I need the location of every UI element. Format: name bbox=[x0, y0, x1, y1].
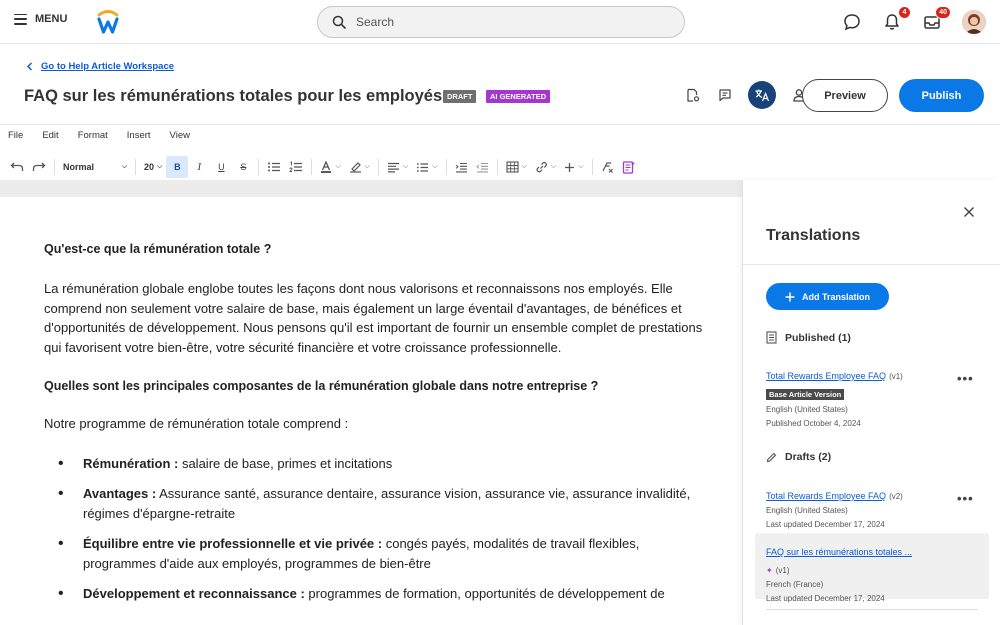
translation-version: (v1) bbox=[889, 372, 903, 381]
underline-button[interactable]: U bbox=[218, 162, 225, 172]
publish-button[interactable]: Publish bbox=[899, 79, 984, 112]
editor-menubar bbox=[0, 130, 190, 150]
menu-edit[interactable]: Edit bbox=[42, 130, 59, 141]
global-topbar bbox=[0, 0, 1000, 44]
align-button[interactable] bbox=[383, 156, 412, 178]
outdent-button[interactable] bbox=[472, 156, 493, 178]
search-icon bbox=[332, 15, 346, 29]
ai-pin-icon: ✦ bbox=[766, 566, 773, 575]
chat-bubble-icon bbox=[843, 13, 861, 31]
back-to-workspace-link[interactable] bbox=[26, 61, 174, 72]
list-style-button[interactable] bbox=[412, 156, 441, 178]
text-color-icon bbox=[320, 161, 332, 173]
list-item-text: congés payés, modalités de travail flexibles, programmes d'aide aux employés, programmes de bien-être bbox=[83, 536, 640, 571]
editor-toolbar bbox=[0, 154, 1000, 180]
published-heading: Published (1) bbox=[785, 331, 851, 344]
chevron-left-icon bbox=[26, 62, 33, 71]
components-list bbox=[44, 454, 704, 604]
plus-icon bbox=[785, 292, 795, 302]
base-version-badge: Base Article Version bbox=[766, 389, 844, 400]
indent-button[interactable] bbox=[451, 156, 472, 178]
document-settings-icon bbox=[686, 88, 700, 103]
redo-button[interactable] bbox=[28, 156, 50, 178]
numbered-list-button[interactable] bbox=[285, 156, 307, 178]
text-style-select[interactable] bbox=[59, 156, 131, 178]
outdent-icon bbox=[476, 162, 489, 173]
bullet-list-button[interactable] bbox=[263, 156, 285, 178]
font-size-select[interactable] bbox=[140, 156, 166, 178]
indent-icon bbox=[455, 162, 468, 173]
menu-button[interactable] bbox=[14, 13, 67, 25]
panel-title: Translations bbox=[766, 227, 861, 244]
list-item-text: Assurance santé, assurance dentaire, assurance vision, assurance vie, assurance invalidité, régimes d'épargne-retraite bbox=[83, 486, 691, 521]
ai-generated-badge: AI GENERATED bbox=[486, 90, 550, 103]
chevron-down-icon: ⌵ bbox=[550, 163, 557, 170]
article-header bbox=[0, 45, 1000, 125]
highlighter-icon bbox=[349, 161, 362, 173]
chevron-down-icon: ⌵ bbox=[121, 163, 127, 170]
published-section-header bbox=[766, 331, 851, 344]
translations-panel bbox=[742, 180, 1000, 625]
list-item-label: Rémunération : bbox=[83, 455, 179, 471]
translation-date: Last updated December 17, 2024 bbox=[766, 520, 885, 529]
list-item bbox=[44, 584, 704, 604]
ai-assist-button[interactable] bbox=[618, 156, 639, 178]
header-tools bbox=[684, 81, 808, 109]
table-button[interactable] bbox=[502, 156, 531, 178]
editor-page-gutter bbox=[0, 180, 742, 197]
notifications-badge: 4 bbox=[898, 6, 911, 19]
bullet-list-icon bbox=[267, 161, 281, 173]
translation-entry bbox=[766, 542, 986, 606]
chevron-down-icon: ⌵ bbox=[335, 163, 341, 170]
paragraph-program: Notre programme de rémunération totale comprend : bbox=[44, 416, 349, 431]
list-item bbox=[44, 454, 704, 474]
list-item-label: Équilibre entre vie professionnelle et vie privée : bbox=[83, 536, 383, 551]
link-button[interactable] bbox=[531, 156, 560, 178]
hamburger-icon bbox=[14, 14, 27, 25]
insert-button[interactable] bbox=[560, 156, 587, 178]
translation-title-link[interactable]: Total Rewards Employee FAQ bbox=[766, 491, 887, 501]
link-icon bbox=[535, 161, 548, 173]
list-item-text: salaire de base, primes et incitations bbox=[178, 455, 393, 471]
toolbar-divider bbox=[497, 159, 498, 175]
translations-toggle-button[interactable] bbox=[748, 81, 776, 109]
text-color-button[interactable] bbox=[316, 156, 344, 178]
article-settings-button[interactable] bbox=[684, 86, 702, 104]
draft-status-badge: DRAFT bbox=[443, 90, 476, 103]
toolbar-divider bbox=[258, 159, 259, 175]
table-icon bbox=[506, 161, 519, 173]
toolbar-divider bbox=[135, 159, 136, 175]
translation-locale: English (United States) bbox=[766, 506, 848, 515]
font-size-value: 20 bbox=[144, 162, 155, 172]
close-icon[interactable] bbox=[961, 204, 977, 220]
profile-photo-icon bbox=[962, 10, 986, 34]
toolbar-divider bbox=[592, 159, 593, 175]
inbox-badge: 40 bbox=[935, 6, 951, 19]
article-body[interactable] bbox=[44, 242, 704, 604]
page-title: FAQ sur les rémunérations totales pour les employés bbox=[24, 87, 443, 105]
translation-version: (v2) bbox=[889, 492, 903, 501]
heading-what-is-total-rewards: Qu'est-ce que la rémunération totale ? bbox=[44, 242, 272, 256]
translation-entry bbox=[766, 486, 986, 532]
user-avatar[interactable] bbox=[962, 10, 986, 34]
bold-button[interactable]: B bbox=[166, 156, 188, 178]
translate-icon bbox=[754, 88, 770, 102]
list-item bbox=[44, 534, 704, 573]
ai-document-icon bbox=[622, 161, 635, 174]
align-left-icon bbox=[387, 162, 400, 173]
clear-format-button[interactable] bbox=[597, 156, 618, 178]
translation-locale: English (United States) bbox=[766, 405, 848, 414]
translation-locale: French (France) bbox=[766, 580, 824, 589]
translation-title-link[interactable]: Total Rewards Employee FAQ bbox=[766, 371, 887, 381]
search-input[interactable] bbox=[356, 15, 636, 29]
drafts-section-header bbox=[766, 451, 831, 463]
comments-button[interactable] bbox=[716, 86, 734, 104]
drafts-heading: Drafts (2) bbox=[785, 451, 832, 463]
toolbar-divider bbox=[311, 159, 312, 175]
menu-label: MENU bbox=[35, 13, 68, 25]
preview-button[interactable]: Preview bbox=[802, 79, 888, 112]
notifications-button[interactable] bbox=[882, 9, 907, 32]
checklist-icon bbox=[416, 162, 429, 173]
toolbar-divider bbox=[54, 159, 55, 175]
toolbar-divider bbox=[378, 159, 379, 175]
numbered-list-icon bbox=[289, 161, 303, 173]
text-style-value: Normal bbox=[63, 162, 95, 172]
menu-view[interactable]: View bbox=[169, 130, 190, 141]
chevron-down-icon: ⌵ bbox=[521, 163, 527, 170]
strikethrough-button[interactable]: S bbox=[240, 162, 247, 172]
chevron-down-icon: ⌵ bbox=[578, 163, 584, 170]
topbar-actions bbox=[842, 8, 986, 36]
menu-insert[interactable]: Insert bbox=[126, 130, 151, 141]
back-link-label: Go to Help Article Workspace bbox=[41, 61, 175, 72]
chevron-down-icon: ⌵ bbox=[402, 163, 409, 170]
chevron-down-icon: ⌵ bbox=[432, 163, 438, 170]
translation-title-link[interactable]: FAQ sur les rémunérations totales ... bbox=[766, 547, 913, 557]
menu-format[interactable]: Format bbox=[77, 130, 108, 141]
panel-divider bbox=[766, 609, 978, 610]
list-item-label: Avantages : bbox=[83, 486, 157, 501]
translation-date: Published October 4, 2024 bbox=[766, 419, 861, 428]
document-icon bbox=[766, 331, 777, 344]
workday-logo-icon[interactable] bbox=[96, 9, 120, 35]
paragraph-intro: La rémunération globale englobe toutes les façons dont nous valorisons et reconnaissons nos employés. Elle comprend non seulement votre salaire de base, mais également un large éventail d'avantages, de bénéfices et d'opportunités de développement. Nous pensons qu'il est important de fournir un ensemble complet de prestations qui favorisent votre bien-être, votre sécurité financière et votre croissance professionnelle. bbox=[44, 281, 703, 355]
more-options-button[interactable]: ••• bbox=[957, 491, 974, 506]
heading-components: Quelles sont les principales composantes de la rémunération globale dans notre entreprise ? bbox=[44, 379, 599, 393]
redo-icon bbox=[32, 161, 46, 173]
panel-divider bbox=[743, 264, 1000, 265]
inbox-button[interactable] bbox=[922, 9, 947, 32]
bell-icon bbox=[884, 13, 900, 31]
list-item-label: Développement et reconnaissance : bbox=[83, 586, 305, 601]
global-search[interactable] bbox=[317, 6, 685, 38]
translation-date: Last updated December 17, 2024 bbox=[766, 594, 885, 603]
translation-version: (v1) bbox=[775, 566, 790, 575]
list-item-text: programmes de formation, opportunités de développement de bbox=[304, 586, 665, 601]
chevron-down-icon: ⌵ bbox=[364, 163, 370, 170]
pencil-icon bbox=[766, 452, 777, 463]
highlight-button[interactable] bbox=[345, 156, 374, 178]
comment-icon bbox=[718, 88, 732, 102]
toolbar-divider bbox=[446, 159, 447, 175]
menu-file[interactable]: File bbox=[8, 130, 24, 141]
undo-icon bbox=[10, 161, 24, 173]
add-translation-button[interactable] bbox=[766, 283, 889, 310]
translation-entry bbox=[766, 366, 986, 431]
more-options-button[interactable]: ••• bbox=[957, 371, 974, 386]
italic-button[interactable]: I bbox=[197, 161, 202, 173]
chevron-down-icon: ⌵ bbox=[157, 163, 163, 170]
list-item bbox=[44, 484, 704, 523]
undo-button[interactable] bbox=[6, 156, 28, 178]
clear-formatting-icon bbox=[601, 161, 614, 173]
plus-icon bbox=[564, 162, 575, 173]
add-translation-label: Add Translation bbox=[801, 291, 870, 302]
chat-button[interactable] bbox=[842, 12, 862, 32]
